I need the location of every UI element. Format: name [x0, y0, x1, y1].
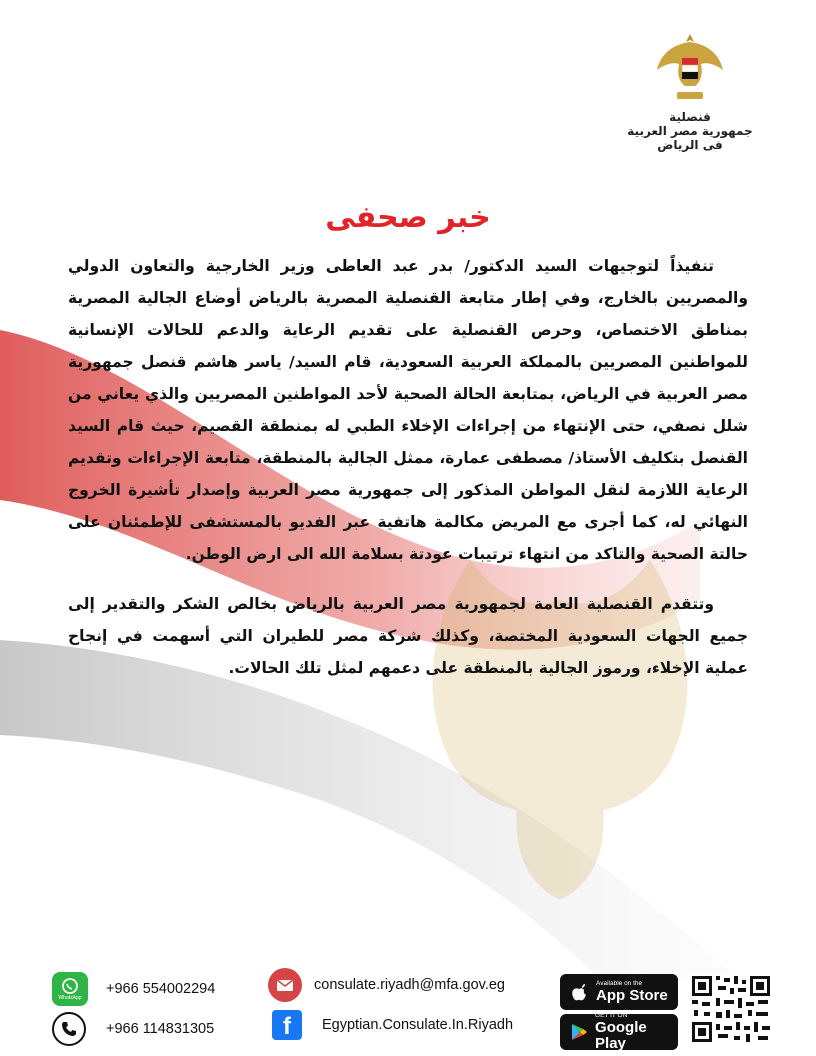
egypt-eagle-icon	[655, 30, 725, 110]
google-play-icon	[568, 1021, 589, 1043]
whatsapp-number: +966 554002294	[106, 981, 216, 997]
whatsapp-contact[interactable]	[52, 972, 215, 1006]
phone-number: +966 114831305	[106, 1021, 215, 1037]
consulate-logo	[620, 30, 760, 152]
email-address: consulate.riyadh@mfa.gov.eg	[314, 977, 505, 993]
logo-line-1: قنصلية	[669, 110, 711, 124]
paragraph-1: تنفيذاً لتوجيهات السيد الدكتور/ بدر عبد العاطى وزير الخارجية والتعاون الدولي والمصريين بالخارج، وفي إطار متابعة القنصلية المصرية بالرياض أوضاع الجالية المصرية بمناطق الاختصاص، وحرص القنصلية على تقديم الرعاية والدعم للحالات الإنسانية للمواطنين المصريين بالمملكة العربية السعودية، قام السيد/ ياسر هاشم قنصل جمهورية مصر العربية في الرياض، بمتابعة الحالة الصحية لأحد المواطنين المصريين والذي يعاني من شلل نصفي، حتى الإنتهاء من إجراءات الإخلاء الطبي له بمنطقة القصيم، حيث قام السيد القنصل بتكليف الأستاذ/ مصطفى عمارة، ممثل الجالية بالمنطقة، متابعة الإجراءات وتقديم الرعاية اللازمة لنقل المواطن المذكور إلى جمهورية مصر العربية وإصدار تأشيرة الخروج النهائي له، كما أجرى مع المريض مكالمة هاتفية عبر الفديو بالمستشفى للإطمئنان على حالتة الصحية والتاكد من انتهاء ترتيبات عودتة بسلامة الله الى ارض الوطن.	[68, 257, 748, 563]
facebook-page: Egyptian.Consulate.In.Riyadh	[322, 1017, 514, 1033]
press-release-body	[68, 250, 748, 702]
press-release-title: خبر صحفى	[325, 200, 491, 235]
logo-line-2: جمهورية مصر العربية	[627, 124, 753, 138]
email-icon	[268, 968, 302, 1002]
app-store-text: App Store	[596, 987, 668, 1004]
logo-line-3: فى الرياض	[657, 138, 723, 152]
facebook-contact[interactable]	[272, 1010, 513, 1040]
app-store-badge[interactable]	[560, 974, 678, 1010]
google-play-small-text: GET IT ON	[595, 1012, 628, 1019]
app-store-small-text: Available on the	[596, 980, 643, 987]
whatsapp-icon	[52, 972, 88, 1006]
phone-contact[interactable]	[52, 1012, 214, 1046]
apple-icon	[568, 981, 590, 1003]
google-play-text: Google Play	[595, 1019, 647, 1052]
email-contact[interactable]	[268, 968, 505, 1002]
contact-footer	[0, 962, 816, 1056]
paragraph-2: وتتقدم القنصلية العامة لجمهورية مصر العربية بالرياض بخالص الشكر والتقدير إلى جميع الجهات السعودية المختصة، وكذلك شركة مصر للطيران التي أسهمت في إنجاح عملية الإخلاء، ورموز الجالية بالمنطقة على دعمهم لمثل تلك الحالات.	[68, 595, 748, 677]
google-play-badge[interactable]	[560, 1014, 678, 1050]
phone-icon	[52, 1012, 86, 1046]
facebook-icon: f	[272, 1010, 302, 1040]
whatsapp-icon-label: WhatsApp	[58, 995, 82, 1001]
